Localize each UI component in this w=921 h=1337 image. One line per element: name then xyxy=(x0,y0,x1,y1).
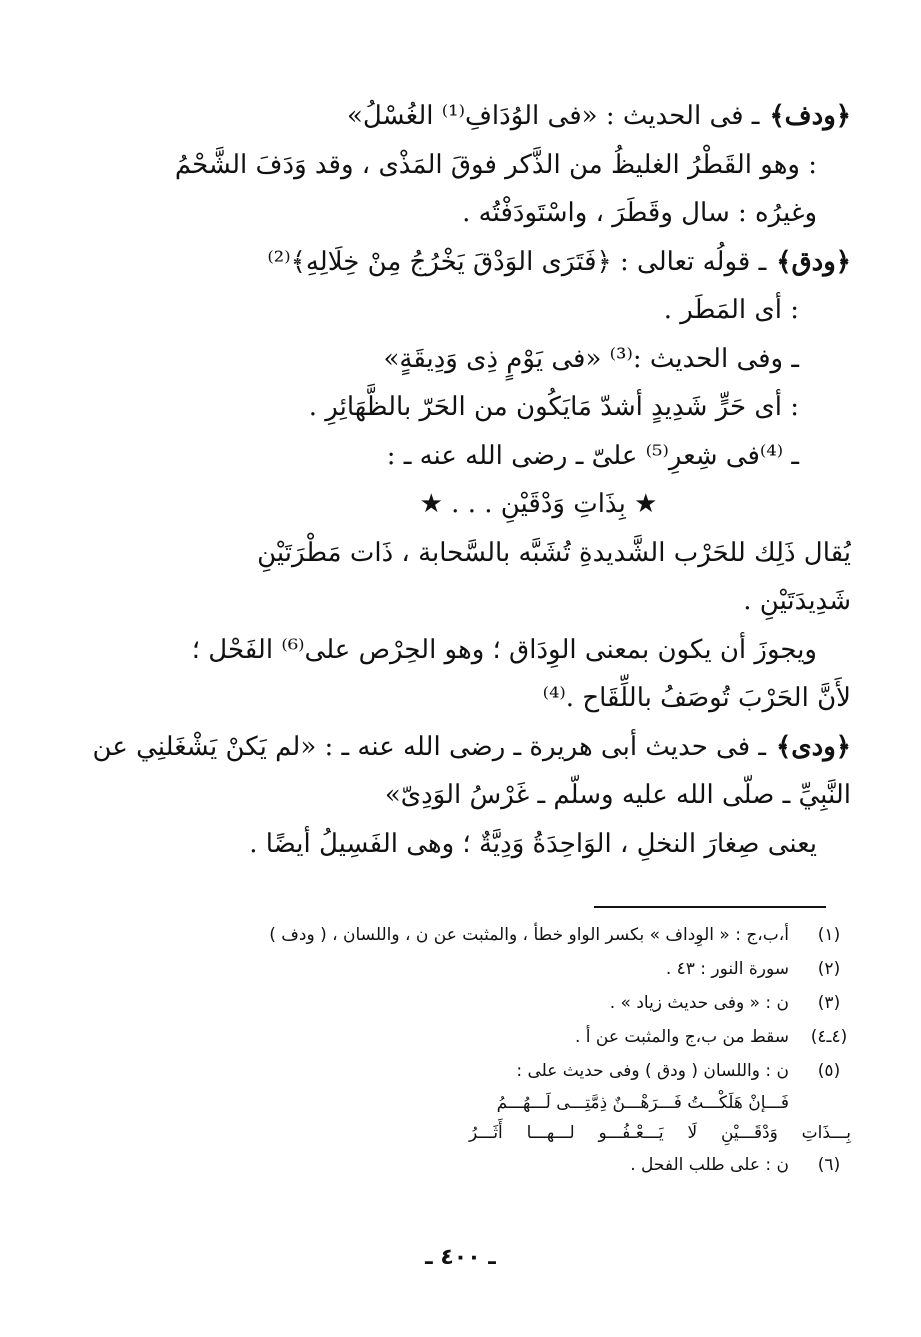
footnote-verse-line-1 xyxy=(86,1088,851,1118)
entry-wadaq-line-5: ـ ⁽⁴⁾فى شِعرِ⁽⁵⁾ علىّ ـ رضى الله عنه ـ : xyxy=(386,440,799,471)
entry-wadaq-line-4: : أى حَرٍّ شَدِيدٍ أشدّ مَايَكُون من الحَرّ بالظَّهَائِرِ . xyxy=(308,392,799,422)
footnote-text: ن : واللسان ( ودق ) وفى حديث على : xyxy=(516,1061,789,1081)
entry-wada-line-1 xyxy=(86,723,851,772)
entry-wadaq-line-7: يُقال ذَلِك للحَرْب الشَّديدةِ تُشَبَّه بالسَّحابة ، ذَات مَطْرَتَيْنِ xyxy=(257,537,851,568)
page-number: ـ ٤٠٠ ـ xyxy=(425,1245,496,1270)
footnote-text: سورة النور : ٤٣ . xyxy=(665,959,789,979)
entry-text: ـ قولُه تعالى : ﴿فَتَرَى الوَدْقَ يَخْرُجُ مِنْ خِلَالِهِ﴾⁽²⁾ xyxy=(267,246,767,277)
headword-wadaq: ﴿ودق﴾ xyxy=(776,246,851,277)
footnote-verse-line-2 xyxy=(86,1118,851,1148)
footnote xyxy=(86,986,851,1020)
entry-wada-line-2: النَّبِيِّ ـ صلّى الله عليه وسلّم ـ غَرْسُ الوَدِىّ» xyxy=(384,780,851,810)
footnote-text: ن : « وفى حديث زياد » . xyxy=(609,993,789,1013)
entry-text: ـ فى حديث أبى هريرة ـ رضى الله عنه ـ : «لم يَكنْ يَشْغَلنِي عن xyxy=(92,731,767,762)
footnote xyxy=(86,1054,851,1088)
verse-hemistich: فَـــإنْ هَلَكْـــتُ فَـــرَهْـــنٌ ذِمَّتِـــى لَـــهُـــمُ xyxy=(496,1093,789,1113)
footnote-text: ن : على طلب الفحل . xyxy=(630,1155,789,1175)
headword-wada: ﴿ودى﴾ xyxy=(776,731,851,762)
footnote-number: (٣) xyxy=(817,993,841,1013)
main-text xyxy=(86,92,851,868)
footnote xyxy=(86,1148,851,1182)
entry-text: ـ فى الحديث : «فى الوُدَافِ⁽¹⁾ الغُسْلُ» xyxy=(346,101,760,131)
entry-wada-line-3: يعنى صِغارَ النخلِ ، الوَاحِدَةُ وَدِيَّةٌ ؛ وهى الفَسِيلُ أيضًا . xyxy=(249,828,817,859)
footnote-text: أ،ب،ج : « الوِداف » بكسر الواو خطأ ، والمثبت عن ن ، واللسان ، ( ودف ) xyxy=(269,925,789,945)
footnote-number: (١) xyxy=(817,925,841,945)
entry-wadaf-line-2: : وهو القَطْرُ الغليظُ من الذَّكر فوقَ المَذْى ، وقد وَدَفَ الشَّحْمُ xyxy=(174,149,817,180)
headword-wadaf: ﴿ودف﴾ xyxy=(769,101,851,131)
entry-wadaf-line-1 xyxy=(86,92,851,141)
footnote-number: (٥) xyxy=(817,1061,841,1081)
entry-wadaf-line-3: وغيرُه : سال وقَطَرَ ، واسْتَودَفْتُه . xyxy=(462,198,817,228)
entry-wadaq-line-2: : أى المَطَر . xyxy=(663,295,799,325)
footnote-text: سقط من ب،ج والمثبت عن أ . xyxy=(574,1027,789,1047)
footnote xyxy=(86,1020,851,1054)
entry-wadaq-line-3: ـ وفى الحديث :⁽³⁾ «فى يَوْمٍ ذِى وَدِيقَةٍ» xyxy=(383,343,799,374)
footnote-number: (٢) xyxy=(817,959,841,979)
verse-hemistich: بِـــذَاتِ وَدْقَـــيْنِ لَا يَـــعْـفُـــو لـــهـــا أَثَـــرُ xyxy=(469,1123,851,1143)
entry-wadaq-line-9: ويجوزَ أن يكون بمعنى الوِدَاق ؛ وهو الحِرْص على⁽⁶⁾ الفَحْل ؛ xyxy=(191,634,817,665)
footnote-number: (٤ـ٤) xyxy=(810,1027,848,1047)
footnote xyxy=(86,952,851,986)
entry-wadaq-line-10: لأَنَّ الحَرْبَ تُوصَفُ باللِّقَاح .⁽⁴⁾ xyxy=(542,683,851,713)
footnote-separator xyxy=(594,906,826,908)
footnote-number: (٦) xyxy=(817,1155,841,1175)
footnote xyxy=(86,918,851,952)
entry-wadaq-line-8: شَدِيدَتَيْنِ . xyxy=(743,586,851,616)
footnotes xyxy=(86,918,851,1182)
entry-wadaq-line-1 xyxy=(86,238,851,287)
verse-quote: ★ بِذَاتِ وَدْقَيْنِ . . . ★ xyxy=(419,489,658,519)
